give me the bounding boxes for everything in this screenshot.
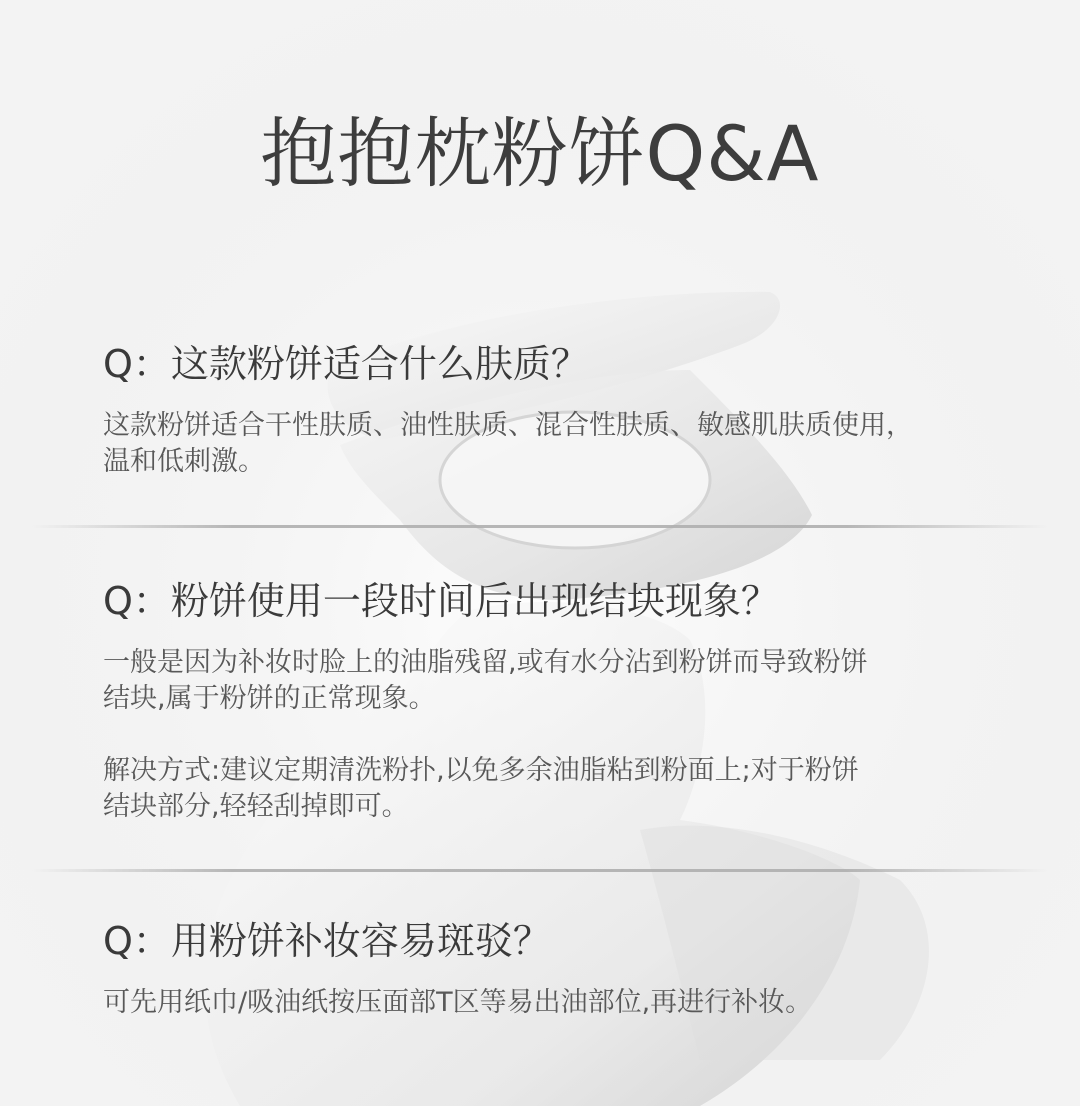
qa-item-skin-type: [103, 340, 1003, 480]
question-text: Q：这款粉饼适合什么肤质？: [103, 342, 589, 386]
section-divider: [30, 525, 1050, 528]
qa-item-patchy-touchup: [103, 917, 1003, 1021]
answer-text: 一般是因为补妆时脸上的油脂残留,或有水分沾到粉饼而导致粉饼 结块,属于粉饼的正常现象。: [103, 647, 868, 714]
question-text: Q：粉饼使用一段时间后出现结块现象？: [103, 579, 779, 623]
section-divider: [30, 869, 1050, 872]
answer-text: 这款粉饼适合干性肤质、油性肤质、混合性肤质、敏感肌肤质使用， 温和低刺激。: [103, 410, 913, 477]
qa-item-caking: [103, 577, 1003, 825]
page-title: 抱抱枕粉饼Q&A: [260, 109, 820, 198]
answer-text: 可先用纸巾/吸油纸按压面部T区等易出油部位,再进行补妆。: [103, 987, 813, 1018]
answer-solution-text: 解决方式:建议定期清洗粉扑,以免多余油脂粘到粉面上;对于粉饼 结块部分,轻轻刮掉即可。: [103, 755, 859, 822]
question-text: Q：用粉饼补妆容易斑驳？: [103, 919, 551, 963]
